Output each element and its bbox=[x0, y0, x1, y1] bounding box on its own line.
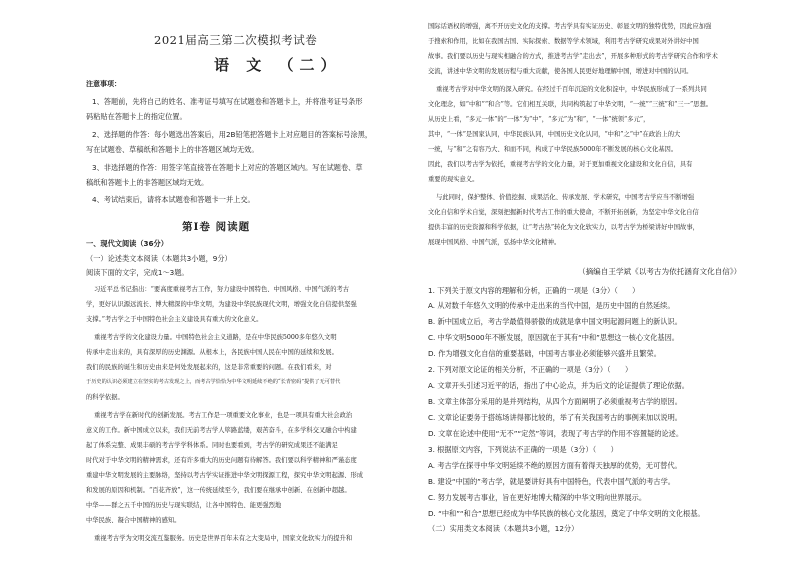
question-option: C. 努力发展考古事业，旨在更好地博大精深的中华文明向世界展示。 bbox=[428, 493, 647, 502]
question-option: A. 文章开头引述习近平的话，指出了中心论点，并为后文的论证提供了理论依据。 bbox=[428, 381, 689, 390]
notice-line: 稿纸和答题卡上的非答题区域均无效。 bbox=[86, 178, 209, 187]
passage-line: 重视考古学的文化建设力量。中国特色社会主义道路，是在中华民族5000多年悠久文明 bbox=[94, 334, 337, 341]
notice-line: 1、答题前，先将自己的姓名、准考证号填写在试题卷和答题卡上，并将准考证号条形 bbox=[92, 97, 363, 106]
exam-title: 2021届高三第二次模拟考试卷 bbox=[154, 33, 318, 47]
question-option: A. 考古学在探寻中华文明延续不绝的原因方面有着得天独厚的优势，无可替代。 bbox=[428, 461, 682, 470]
subject-title: 语 文 （二） bbox=[214, 56, 342, 74]
passage-line: 因此，我们以考古学为依托，重视考古学的文化力量，对于更加重视文化建设和文化自信，具有 bbox=[428, 161, 693, 168]
notice-line: 2、选择题的作答：每小题选出答案后，用2B铅笔把答题卡上对应题目的答案标号涂黑， bbox=[92, 130, 373, 139]
passage-line: 文化理念，如“中和”“和合”等。它们相互关联，共同构筑起了中华文明，“一统”“三统”和“三一”思想。 bbox=[428, 101, 713, 108]
passage-line: 习近平总书记指出：“要高度重视考古工作，努力建设中国特色、中国风格、中国气派的考古 bbox=[94, 286, 350, 293]
passage-line: 和发展的原因和机制。“百花齐放”，这一传统延续至今，我们要在继承中创新、在创新中超越。 bbox=[86, 487, 351, 494]
passage-source: （摘编自王学斌《以考古为依托涵育文化自信》） bbox=[578, 267, 742, 276]
passage-line: 传承中走出来的，具有深厚的历史渊源。从根本上，各民族中国人民在中国的延续和发展。 bbox=[86, 349, 338, 356]
passage-line: 中华——群之五千中国的历史与现实联结，让各中国特色、能更强烈地 bbox=[86, 502, 282, 509]
notice-line: 4、考试结束后，请将本试题卷和答题卡一并上交。 bbox=[92, 195, 255, 204]
question-option: B. 文章主体部分采用的是并列结构，从四个方面阐明了必须重视考古学的原因。 bbox=[428, 397, 682, 406]
question-stem: 3. 根据原文内容，下列说法不正确的一项是（3分）（ ） bbox=[428, 445, 618, 454]
notice-heading: 注意事项： bbox=[86, 80, 121, 88]
passage-line: 于历史的认识必须建立在坚实的考古发现之上，而考古学恰恰为中华文明延续不绝的“长青密码”提供了无可替代 bbox=[86, 379, 341, 385]
question-option: C. 中华文明5000年不断发展，原因就在于其有“中和”思想这一核心文化基因。 bbox=[428, 333, 679, 342]
passage-line: 提供丰富的历史资源和科学依据，让“考古热”转化为文化软实力，以考古学为桥梁讲好中国故事， bbox=[428, 224, 699, 231]
passage-line: 时代对于中华文明的精神需求，还有许多重大的历史问题有待解答。我们要以科学精神和严谨态度 bbox=[86, 457, 357, 464]
part1-subheading: （一）论述类文本阅读（本题共3小题，9分） bbox=[86, 254, 232, 263]
passage-line: 故事。我们要以历史与现实相融合的方式，推进考古学“走出去”，开展多种形式的考古学研究合作和学术 bbox=[428, 53, 718, 60]
passage-line: 重要的现实意义。 bbox=[428, 176, 479, 183]
question-option: A. 从对数千年悠久文明的传承中走出来的当代中国，是历史中国的自然延续。 bbox=[428, 301, 675, 310]
passage-line: 的科学依据。 bbox=[86, 394, 124, 401]
passage-line: 国际话语权的增强，离不开历史文化的支撑。考古学具有实证历史、彰显文明的独特优势，因此应加强 bbox=[428, 23, 712, 30]
passage-line: 重视考古学对中华文明的深入研究。在经过千百年沉淀的文化积淀中，中华民族形成了一系列共同 bbox=[436, 86, 707, 93]
question-option: B. 新中国成立后，考古学最值得骄傲的成就是拿中国文明起源问题上的新认识。 bbox=[428, 317, 682, 326]
passage-line: 一统，与“和”之有容乃大、和而不同，构成了中华民族5000年不断发展的核心文化基因。 bbox=[428, 146, 678, 153]
question-option: D. 作为增强文化自信的重要基础，中国考古事业必须能够兴盛并且繁荣。 bbox=[428, 349, 661, 358]
passage-line: 重建中华文明发展的主要脉络，坚持以考古学实证推进中华文明探源工程，探究中华文明起源、形成 bbox=[86, 472, 364, 479]
passage-line: 中华民族、凝合中国精神的感知。 bbox=[86, 517, 181, 524]
notice-line: 码粘贴在答题卡上的指定位置。 bbox=[86, 112, 187, 121]
passage-line: 重视考古学在新时代的创新发展。考古工作是一项重要文化事业，也是一项具有重大社会政治 bbox=[94, 412, 353, 419]
question-option: D. 文章在论述中使用“无不”“定然”等词，表现了考古学的作用不容置疑的论述。 bbox=[428, 429, 684, 438]
question-option: D. “中和”“和合”思想已经成为中华民族的核心文化基因，奠定了中华文明的文化根基。 bbox=[428, 509, 705, 518]
passage-line: 我们的民族的诞生和历史由来是何处发展起来的，这是非常重要的问题。在我们看来，对 bbox=[86, 364, 332, 371]
question-stem: 1. 下列关于原文内容的理解和分析，正确的一项是（3分）（ ） bbox=[428, 286, 640, 295]
notice-line: 写在试题卷、草稿纸和答题卡上的非答题区域均无效。 bbox=[86, 145, 259, 154]
passage-line: 展现中国风格、中国气派，弘扬中华文化精神。 bbox=[428, 239, 561, 246]
passage-line: 支撑。”考古学之于中国特色社会主义建设具有重大的文化意义。 bbox=[86, 316, 263, 323]
passage-line: 从历史上看，“多元一体”的“一体”为“中”，“多元”为“和”，“一体”统领“多元”， bbox=[428, 116, 650, 123]
passage-line: 文化自信和学术自觉，深刻把握新时代考古工作的重大使命，不断开拓创新，为坚定中华文化自信 bbox=[428, 209, 699, 216]
notice-line: 3、非选择题的作答：用签字笔直接答在答题卡上对应的答题区域内。写在试题卷、草 bbox=[92, 163, 363, 172]
passage-line: 学，更好认识源远流长、博大精深的中华文明，为建设中华民族现代文明，增强文化自信提供坚强 bbox=[86, 301, 357, 308]
passage-line: 交流，讲述中华文明的发展历程与重大贡献，使各国人民更好地理解中国，增进对中国的认同。 bbox=[428, 68, 693, 75]
section-title: 第Ⅰ卷 阅读题 bbox=[182, 221, 251, 233]
part1-heading: 一、现代文阅读（36分） bbox=[86, 239, 168, 248]
passage-line: 起了体系完整、成果丰硕的考古学学科体系。同时也要看到，考古学的研究成果还不能满足 bbox=[86, 442, 338, 449]
passage-line: 与此同时，保护整体、价值挖掘、成果活化、传承发展、学术研究，中国考古学应当不断增强 bbox=[436, 194, 695, 201]
question-stem: 2. 下列对原文论证的相关分析，不正确的一项是（3分）（ ） bbox=[428, 365, 633, 374]
passage-line: 重视考古学为文明交流互鉴服务。历史是世界百年未有之大变局中，国家文化软实力的提升和 bbox=[94, 535, 353, 542]
part2-subheading: （二）实用类文本阅读（本题共3小题，12分） bbox=[428, 524, 579, 533]
passage-line: 于搜索和作用，比如在我国古国、实际探索、数据等学术领域，利用考古学研究成果对外讲好中国 bbox=[428, 38, 699, 45]
question-option: B. 建设“中国的”考古学，就是要讲好具有中国特色，代表中国气派的考古学。 bbox=[428, 477, 675, 486]
instruction: 阅读下面的文字，完成1～3题。 bbox=[86, 268, 189, 277]
question-option: C. 文章论证要务于搭练场讲得都比较的，举了有关我国考古的事例来加以说明。 bbox=[428, 413, 682, 422]
passage-line: 其中，“一体”是国家认同，中华民族认同，中国历史文化认同，“中和”之“中”在政治上的大 bbox=[428, 131, 681, 138]
passage-line: 意义的工作。新中国成立以来，我们无前考古学人筚路蓝缕，艰苦奋斗，在多学科交叉融合中构建 bbox=[86, 427, 357, 434]
